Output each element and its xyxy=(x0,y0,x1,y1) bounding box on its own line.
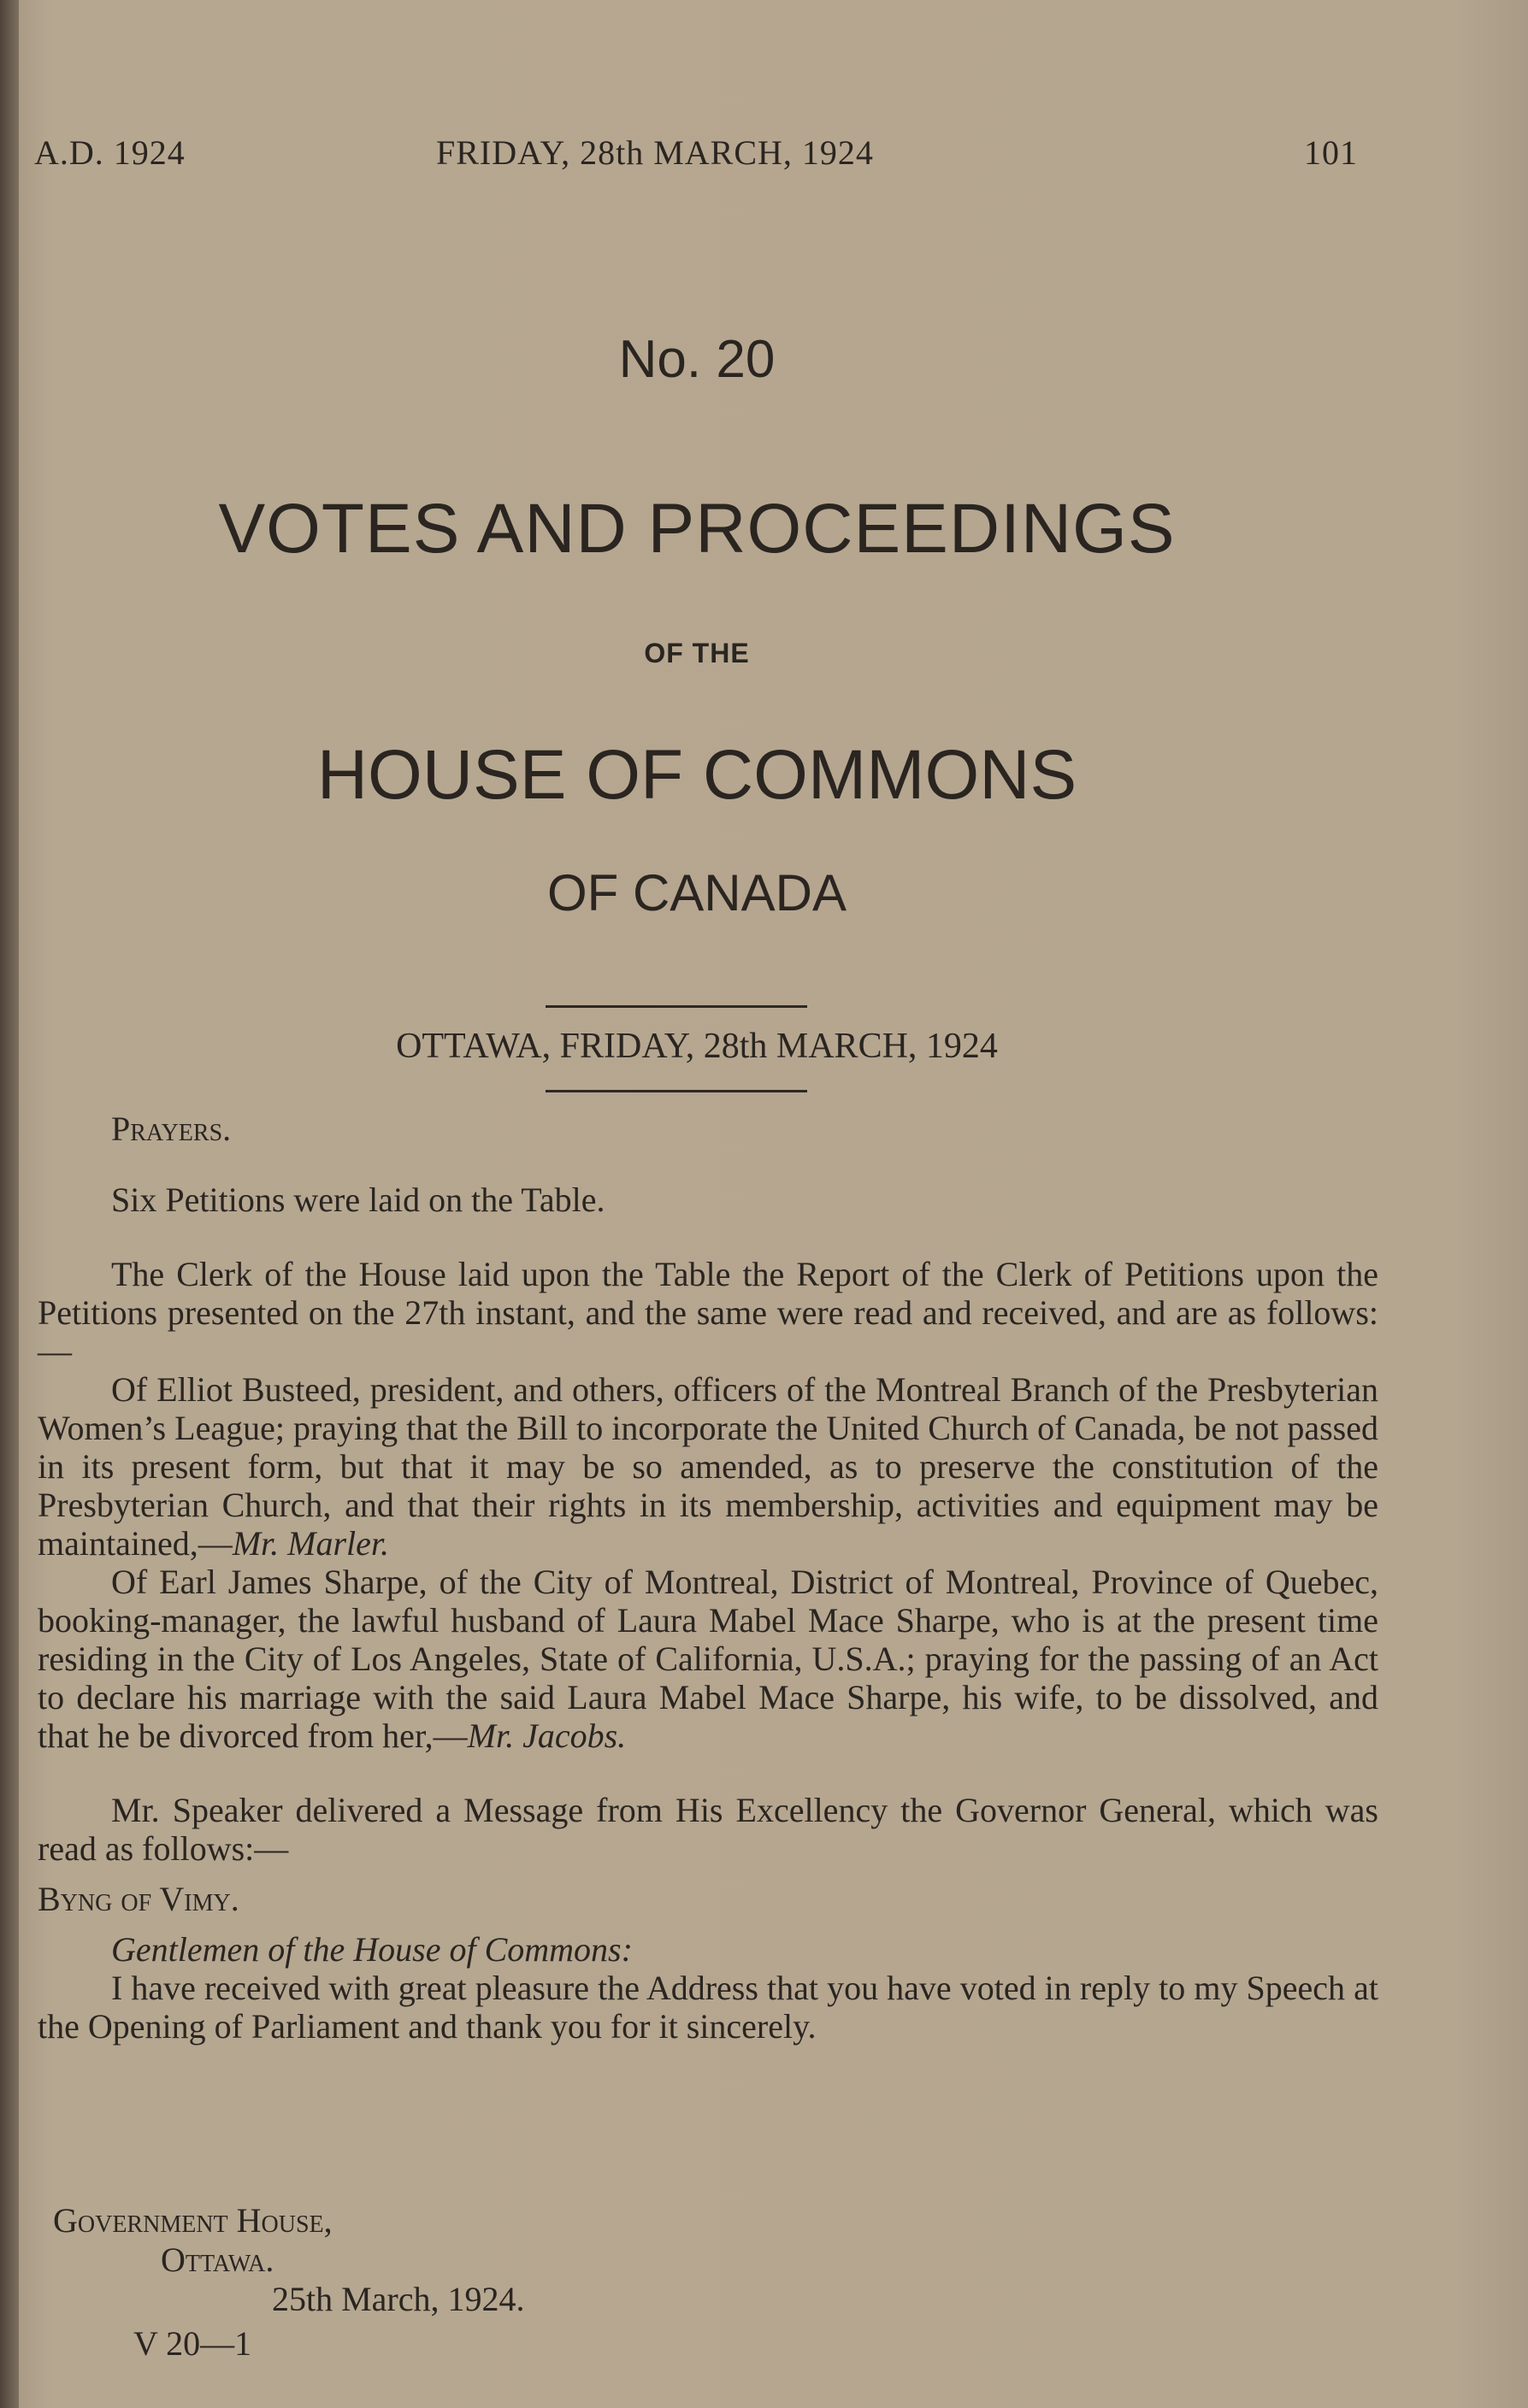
footer-code: V 20—1 xyxy=(133,2324,252,2363)
dateline: OTTAWA, FRIDAY, 28th MARCH, 1924 xyxy=(396,1027,998,1066)
header-date: FRIDAY, 28th MARCH, 1924 xyxy=(436,133,874,172)
house-title: HOUSE OF COMMONS xyxy=(316,736,1077,814)
petition-sharpe-text: Of Earl James Sharpe, of the City of Montreal, District of Montreal, Province of Quebec, booking-manager, the lawful husband of Laura Mabel Mace Sharpe, who is at the present time residing in the City of Los Angeles, State of California, U.S.A.; praying for the passing of an Act to declare his marriage with the said Laura Mabel Mace Sharpe, his wife, to be dissolved, and that he be divorced from her,— xyxy=(38,1563,1378,1755)
page-number: 101 xyxy=(1304,133,1358,172)
message-body: I have received with great pleasure the Address that you have voted in reply to my Speech at the Opening of Parliament and thank you for it sincerely. xyxy=(38,1969,1378,2046)
message-place-line-2: Ottawa. xyxy=(161,2240,274,2279)
speaker-message-entry: Mr. Speaker delivered a Message from His Excellency the Governor General, which was read as follows:— xyxy=(38,1791,1378,1868)
document-title: VOTES AND PROCEEDINGS xyxy=(218,490,1176,568)
prayers-heading: Prayers. xyxy=(111,1110,232,1148)
message-salutation: Gentlemen of the House of Commons: xyxy=(111,1930,633,1969)
petition-sharpe xyxy=(38,1563,1378,1755)
petitions-laid-entry: Six Petitions were laid on the Table. xyxy=(111,1180,605,1219)
header-year: A.D. 1924 xyxy=(34,133,186,172)
issue-number: No. 20 xyxy=(618,330,776,389)
message-date: 25th March, 1924. xyxy=(272,2280,525,2318)
clerk-report-entry: The Clerk of the House laid upon the Table the Report of the Clerk of Petitions upon the Petitions presented on the 27th instant, and the same were read and received, and are as follows:— xyxy=(38,1255,1378,1370)
proceedings-body xyxy=(38,1110,1378,2046)
message-place-line-1: Government House, xyxy=(53,2201,333,2240)
petition-busteed xyxy=(38,1370,1378,1563)
petition-sharpe-member: Mr. Jacobs. xyxy=(467,1716,627,1755)
petition-busteed-text: Of Elliot Busteed, president, and others, officers of the Montreal Branch of the Presbyterian Women’s League; praying that the Bill to incorporate the United Church of Canada, be not passed in its present form, but that it may be so amended, as to preserve the constitution of the Presbyterian Church, and that their rights in its membership, activities and equipment may be maintained,— xyxy=(38,1370,1378,1563)
bottom-rule xyxy=(546,1090,807,1092)
petition-busteed-member: Mr. Marler. xyxy=(232,1524,390,1563)
message-signature: Byng of Vimy. xyxy=(38,1880,239,1918)
country-title: OF CANADA xyxy=(546,864,847,921)
title-of-the: OF THE xyxy=(644,638,750,668)
top-rule xyxy=(546,1005,807,1008)
